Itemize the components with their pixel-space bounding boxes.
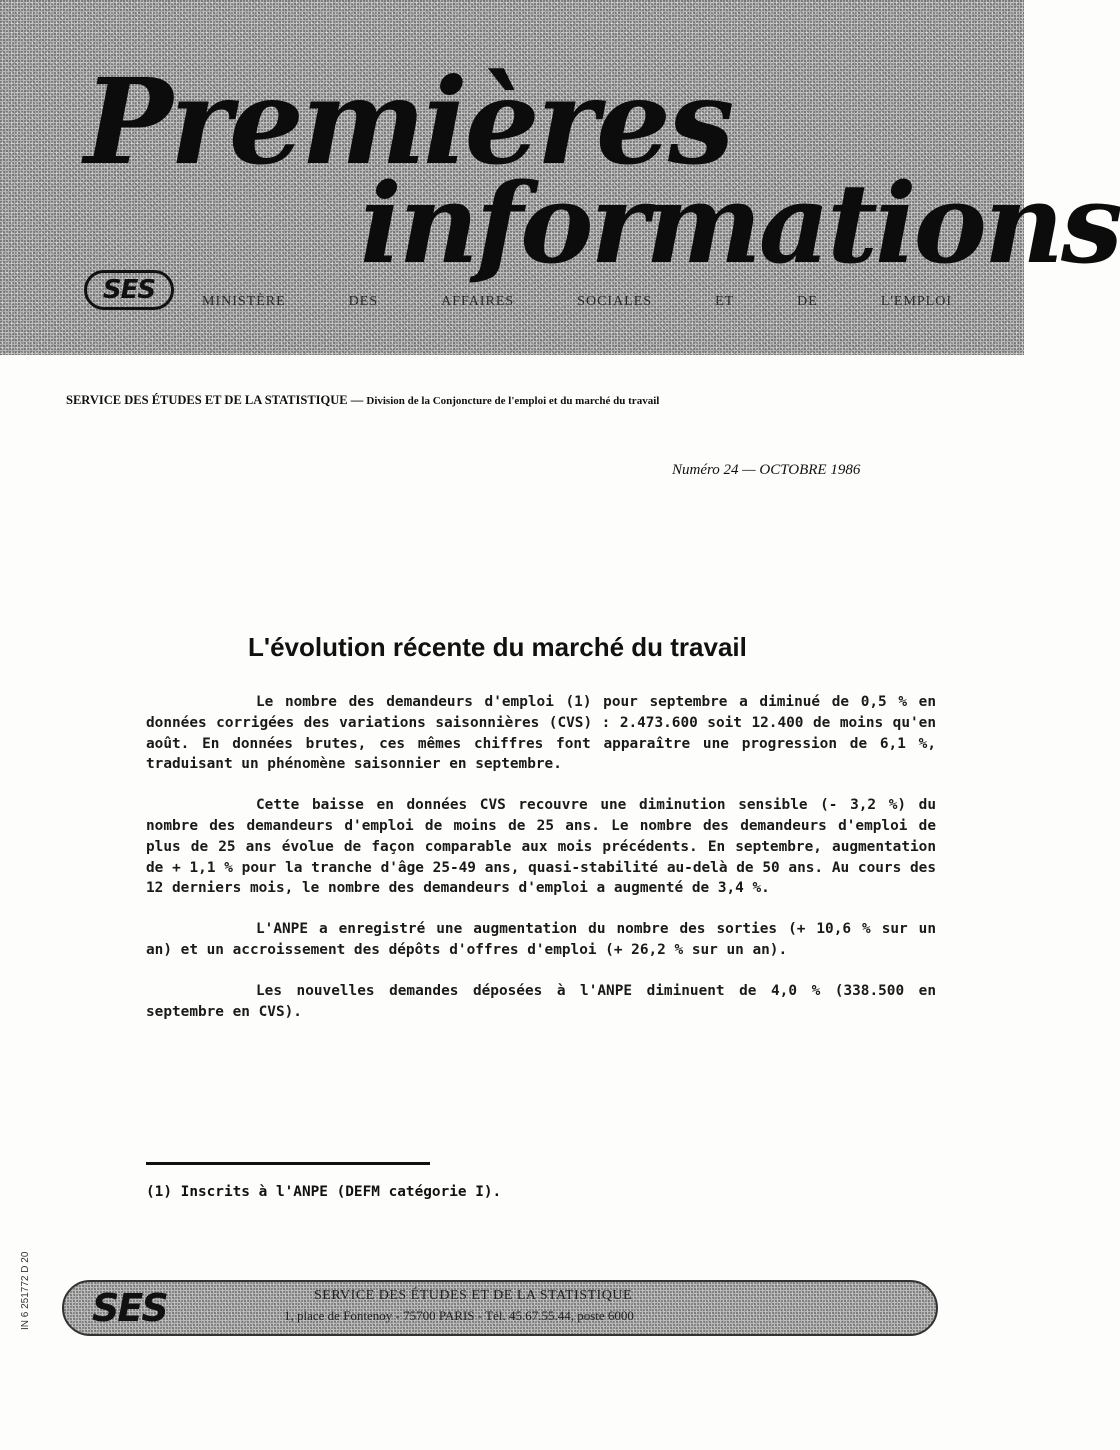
ses-logo: SES xyxy=(84,270,174,310)
issue-number: Numéro 24 — OCTOBRE 1986 xyxy=(672,462,861,478)
service-header xyxy=(66,393,996,408)
footer-ses-logo: SES xyxy=(92,1286,167,1330)
article-paragraph: Les nouvelles demandes déposées à l'ANPE diminuent de 4,0 % (338.500 en septembre en CVS). xyxy=(146,982,936,1020)
division-name: Division de la Conjoncture de l'emploi et du marché du travail xyxy=(366,395,660,407)
ministry-word: AFFAIRES xyxy=(441,294,515,309)
ministry-word: ET xyxy=(715,294,735,309)
footer-service-name: SERVICE DES ÉTUDES ET DE LA STATISTIQUE xyxy=(314,1288,632,1303)
masthead-banner xyxy=(0,0,1120,355)
ministry-word: DES xyxy=(348,294,379,309)
ministry-word: DE xyxy=(797,294,818,309)
ministry-name xyxy=(202,294,952,310)
footnote-divider xyxy=(146,1162,430,1165)
masthead-title-line2: informations xyxy=(360,159,1120,288)
article-body xyxy=(146,692,936,1042)
article-paragraph: Cette baisse en données CVS recouvre une diminution sensible (- 3,2 %) du nombre des demandeurs d'emploi de moins de 25 ans. Le nombre des demandeurs d'emploi de plus de 25 ans évolue de façon comparable aux mois précédents. En septembre, augmentation de + 1,1 % pour la tranche d'âge 25-49 ans, quasi-stabilité au-delà de 50 ans. Au cours des 12 derniers mois, le nombre des demandeurs d'emploi a augmenté de 3,4 %. xyxy=(146,797,936,897)
article-paragraph: Le nombre des demandeurs d'emploi (1) pour septembre a diminué de 0,5 % en données corrigées des variations saisonnières (CVS) : 2.473.600 soit 12.400 de moins qu'en août. En données brutes, ces mêmes chiffres font apparaître une progression de 6,1 %, traduisant un phénomène saisonnier en septembre. xyxy=(146,694,936,773)
footer-banner xyxy=(62,1280,938,1336)
article-title: L'évolution récente du marché du travail xyxy=(248,632,747,662)
side-reference-code: IN 6 251772 D 20 xyxy=(20,1251,31,1330)
ministry-word: L'EMPLOI xyxy=(880,294,952,309)
masthead-title-line1: Premières xyxy=(84,52,732,191)
service-name: SERVICE DES ÉTUDES ET DE LA STATISTIQUE xyxy=(66,393,348,407)
article-paragraph: L'ANPE a enregistré une augmentation du nombre des sorties (+ 10,6 % sur un an) et un accroissement des dépôts d'offres d'emploi (+ 26,2 % sur un an). xyxy=(146,921,936,958)
ministry-word: MINISTÈRE xyxy=(202,294,286,309)
footnote: (1) Inscrits à l'ANPE (DEFM catégorie I). xyxy=(146,1184,502,1200)
footer-address: 1, place de Fontenoy - 75700 PARIS - Tél. 45.67.55.44, poste 6000 xyxy=(284,1308,634,1323)
header-separator: — xyxy=(347,393,367,407)
ministry-word: SOCIALES xyxy=(577,294,653,309)
